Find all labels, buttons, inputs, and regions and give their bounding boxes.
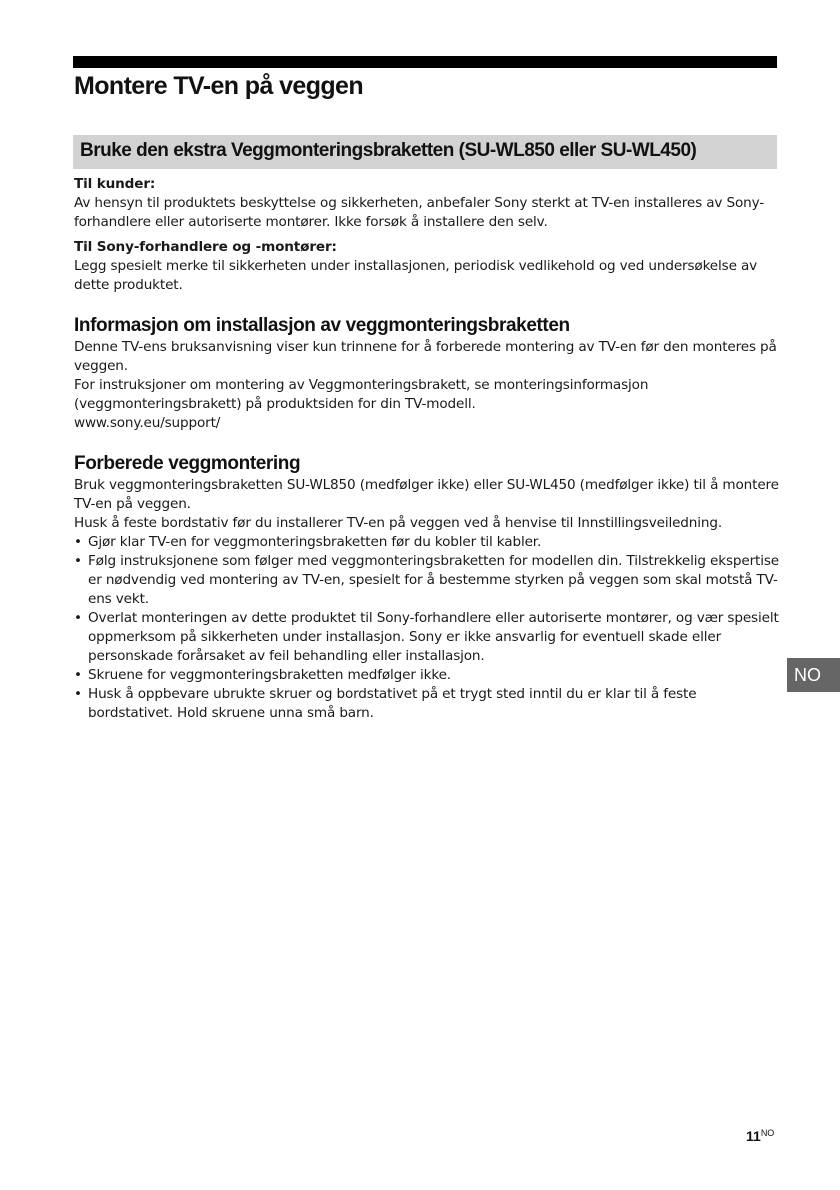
customers-text: Av hensyn til produktets beskyttelse og sikkerheten, anbefaler Sony sterkt at TV-en installeres av Sony-forhandlere eller autoriserte montører. Ikke forsøk å installere den selv. xyxy=(74,195,764,230)
list-item: • Skruene for veggmonteringsbraketten medfølger ikke. xyxy=(74,667,451,683)
prep-paragraph-2: Husk å feste bordstativ før du installerer TV-en på veggen ved å henvise til Innstillingsveiledning. xyxy=(74,515,722,531)
top-rule xyxy=(73,56,777,68)
bullet-icon: • xyxy=(74,686,82,702)
list-item: • Gjør klar TV-en for veggmonteringsbraketten før du kobler til kabler. xyxy=(74,534,542,550)
page-title: Montere TV-en på veggen xyxy=(74,72,364,100)
language-tab: NO xyxy=(787,658,840,692)
dealers-block xyxy=(74,238,779,295)
bullet-icon: • xyxy=(74,610,82,626)
list-item: • Følg instruksjonene som følger med veggmonteringsbraketten for modellen din. Tilstrekkelig ekspertise er nødvendig ved montering av TV-en, spesielt for å bestemme styrken på veggen som skal motstå TV-ens vekt. xyxy=(74,553,779,607)
bullet-icon: • xyxy=(74,534,82,550)
info-paragraph-2: For instruksjoner om montering av Veggmonteringsbrakett, se monteringsinformasjon (veggmonteringsbrakett) på produktsiden for din TV-modell. xyxy=(74,377,649,412)
customers-label: Til kunder: xyxy=(74,176,156,192)
list-item: • Overlat monteringen av dette produktet til Sony-forhandlere eller autoriserte montører, og vær spesielt oppmerksom på sikkerheten under installasjon. Sony er ikke ansvarlig for eventuell skade eller personskade forårsaket av feil behandling eller installasjon. xyxy=(74,610,779,664)
info-heading: Informasjon om installasjon av veggmonteringsbraketten xyxy=(74,315,570,336)
support-url: www.sony.eu/support/ xyxy=(74,415,221,431)
page-number xyxy=(746,1128,774,1144)
prep-paragraph-1: Bruk veggmonteringsbraketten SU-WL850 (medfølger ikke) eller SU-WL450 (medfølger ikke) til å montere TV-en på veggen. xyxy=(74,477,779,512)
dealers-label: Til Sony-forhandlere og -montører: xyxy=(74,239,337,255)
info-paragraph-1: Denne TV-ens bruksanvisning viser kun trinnene for å forberede montering av TV-en før den monteres på veggen. xyxy=(74,339,777,374)
main-content xyxy=(74,175,779,723)
prep-bullet-list xyxy=(74,533,779,723)
customers-block xyxy=(74,175,779,232)
section-title: Bruke den ekstra Veggmonteringsbraketten (SU-WL850 eller SU-WL450) xyxy=(80,140,697,161)
prep-heading: Forberede veggmontering xyxy=(74,453,301,474)
bullet-icon: • xyxy=(74,667,82,683)
dealers-text: Legg spesielt merke til sikkerheten under installasjonen, periodisk vedlikehold og ved undersøkelse av dette produktet. xyxy=(74,258,758,293)
section-header-bar xyxy=(73,135,777,169)
bullet-icon: • xyxy=(74,553,82,569)
page-number-value: 11 xyxy=(746,1128,761,1144)
list-item: • Husk å oppbevare ubrukte skruer og bordstativet på et trygt sted inntil du er klar til å feste bordstativet. Hold skruene unna små barn. xyxy=(74,686,697,721)
page-number-suffix: NO xyxy=(760,1128,775,1138)
